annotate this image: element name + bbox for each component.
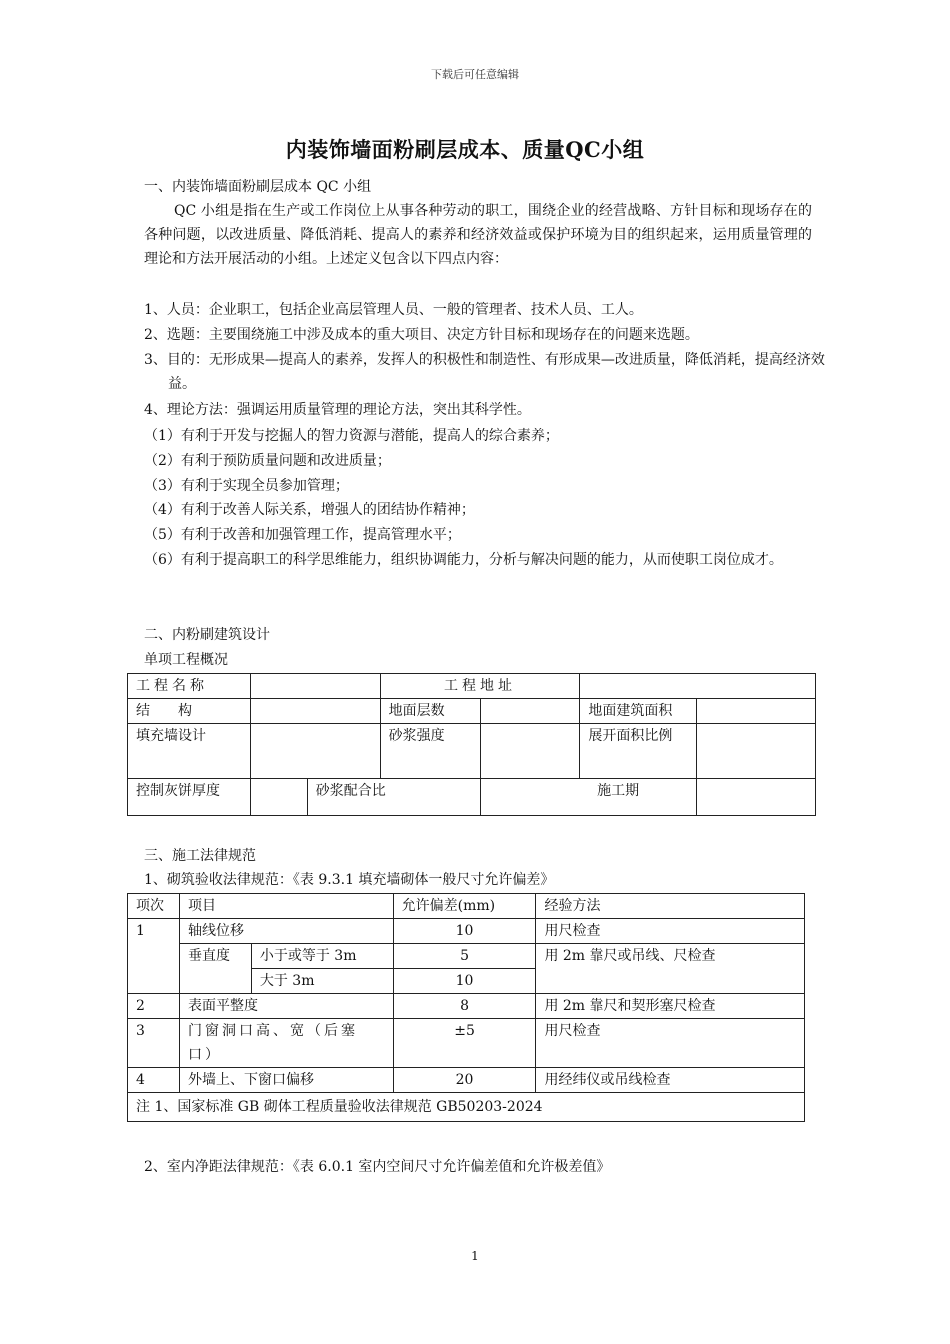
point-4: 4、理论方法：强调运用质量管理的理论方法，突出其科学性。 xyxy=(144,402,531,418)
point-3: 3、目的：无形成果—提高人的素养，发挥人的积极性和制造性、有形成果—改进质量，降低消耗，提高经济效益。 xyxy=(144,352,825,392)
row1-method: 用尺检查 xyxy=(536,919,805,944)
spec2-title: 2、室内净距法律规范：《表 6.0.1 室内空间尺寸允许偏差值和允许极差值》 xyxy=(144,1159,611,1175)
page-number: 1 xyxy=(471,1249,479,1263)
value-infill-wall xyxy=(250,724,380,779)
label-infill-wall: 填充墙设计 xyxy=(128,724,251,779)
value-mortar-strength xyxy=(480,724,580,779)
benefit-3: （3）有利于实现全员参加管理； xyxy=(144,478,349,494)
label-plaster-thickness: 控制灰饼厚度 xyxy=(128,779,251,816)
vertical-sub2: 大于 3m xyxy=(251,969,393,994)
row4-method: 用经纬仪或吊线检查 xyxy=(536,1068,805,1093)
label-project-name: 工程名称 xyxy=(128,674,251,699)
label-project-address: 工程地址 xyxy=(380,674,580,699)
label-mortar-strength: 砂浆强度 xyxy=(380,724,480,779)
benefit-4: （4）有利于改善人际关系，增强人的团结协作精神； xyxy=(144,502,475,518)
value-unfold-ratio xyxy=(697,724,816,779)
benefit-1: （1）有利于开发与挖掘人的智力资源与潜能，提高人的综合素养； xyxy=(144,428,559,444)
project-overview-table xyxy=(127,673,816,816)
row1-item: 轴线位移 xyxy=(179,919,393,944)
section1-heading: 一、内装饰墙面粉刷层成本 QC 小组 xyxy=(144,179,372,195)
row1-no: 1 xyxy=(128,919,180,994)
benefit-2: （2）有利于预防质量问题和改进质量； xyxy=(144,453,391,469)
section2-subheading: 单项工程概况 xyxy=(144,652,228,668)
benefit-5: （5）有利于改善和加强管理工作，提高管理水平； xyxy=(144,527,461,543)
row4-no: 4 xyxy=(128,1068,180,1093)
header-method: 经验方法 xyxy=(536,894,805,919)
vertical-sub1: 小于或等于 3m xyxy=(251,944,393,969)
header-no: 项次 xyxy=(128,894,180,919)
value-project-address xyxy=(580,674,816,699)
row4-item: 外墙上、下窗口偏移 xyxy=(179,1068,393,1093)
row2-tolerance: 8 xyxy=(393,994,536,1019)
point-1: 1、人员：企业职工，包括企业高层管理人员、一般的管理者、技术人员、工人。 xyxy=(144,302,643,318)
row4-tolerance: 20 xyxy=(393,1068,536,1093)
row3-no: 3 xyxy=(128,1019,180,1068)
label-floor-area: 地面建筑面积 xyxy=(580,699,697,724)
row2-method: 用 2m 靠尺和契形塞尺检查 xyxy=(536,994,805,1019)
row3-tolerance: ±5 xyxy=(393,1019,536,1068)
document-title: 内装饰墙面粉刷层成本、质量QC小组 xyxy=(285,137,645,162)
masonry-tolerance-table xyxy=(127,893,805,1122)
value-plaster-thickness xyxy=(250,779,307,816)
value-floors xyxy=(480,699,580,724)
header-tolerance: 允许偏差(mm) xyxy=(393,894,536,919)
label-floors: 地面层数 xyxy=(380,699,480,724)
row2-item: 表面平整度 xyxy=(179,994,393,1019)
vertical-method: 用 2m 靠尺或吊线、尺检查 xyxy=(536,944,805,994)
section3-heading: 三、施工法律规范 xyxy=(144,848,256,864)
row3-item: 门窗洞口高、宽（后塞口） xyxy=(179,1019,393,1068)
value-mortar-mix xyxy=(480,779,697,816)
row3-method: 用尺检查 xyxy=(536,1019,805,1068)
vertical-tol2: 10 xyxy=(393,969,536,994)
value-structure xyxy=(250,699,380,724)
header-item: 项目 xyxy=(179,894,393,919)
header-note: 下载后可任意编辑 xyxy=(431,68,519,81)
point-2: 2、选题：主要围绕施工中涉及成本的重大项目、决定方针目标和现场存在的问题来选题。 xyxy=(144,327,699,343)
section1-intro: QC 小组是指在生产或工作岗位上从事各种劳动的职工，围绕企业的经营战略、方针目标和现场存在的各种问题，以改进质量、降低消耗、提高人的素养和经济效益或保护环境为目的组织起来，运用质量管理的理论和方法开展活动的小组。上述定义包含以下四点内容： xyxy=(144,203,812,267)
label-construction-period: 施工期 xyxy=(597,783,640,799)
spec1-title: 1、砌筑验收法律规范：《表 9.3.1 填充墙砌体一般尺寸允许偏差》 xyxy=(144,872,555,888)
row1-tolerance: 10 xyxy=(393,919,536,944)
vertical-label: 垂直度 xyxy=(179,944,251,994)
label-structure: 结 构 xyxy=(128,699,251,724)
table-note: 注 1、国家标准 GB 砌体工程质量验收法律规范 GB50203-2024 xyxy=(128,1093,805,1122)
label-unfold-ratio: 展开面积比例 xyxy=(580,724,697,779)
value-floor-area xyxy=(697,699,816,724)
benefit-6: （6）有利于提高职工的科学思维能力，组织协调能力，分析与解决问题的能力，从而使职工岗位成才。 xyxy=(144,552,783,568)
value-construction-period xyxy=(597,779,816,816)
section2-heading: 二、内粉刷建筑设计 xyxy=(144,627,270,643)
value-project-name xyxy=(250,674,380,699)
label-mortar-mix: 砂浆配合比 xyxy=(307,779,480,816)
vertical-tol1: 5 xyxy=(393,944,536,969)
row2-no: 2 xyxy=(128,994,180,1019)
